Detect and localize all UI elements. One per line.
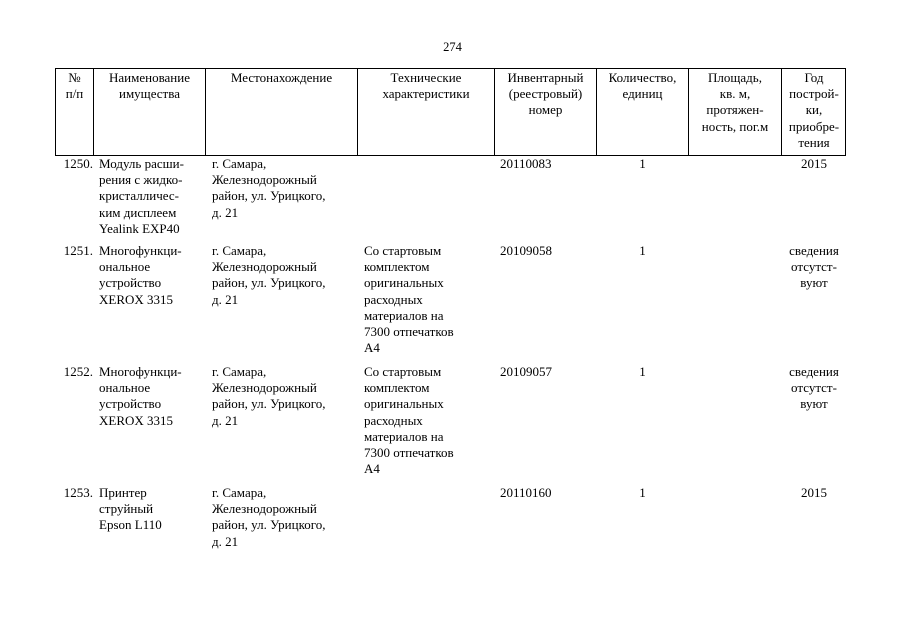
- row-location: г. Самара, Железнодорожный район, ул. Урицкого, д. 21: [212, 485, 326, 549]
- row-quantity: 1: [639, 243, 646, 258]
- header-location: Местонахождение: [230, 70, 333, 85]
- row-year: 2015: [801, 156, 827, 171]
- row-location: г. Самара, Железнодорожный район, ул. Урицкого, д. 21: [212, 364, 326, 428]
- header-year: Год построй- ки, приобре- тения: [788, 70, 840, 150]
- row-quantity: 1: [639, 156, 646, 171]
- row-inventory: 20110083: [500, 156, 552, 171]
- row-inventory: 20110160: [500, 485, 552, 500]
- header-specs: Технические характеристики: [382, 70, 470, 102]
- row-quantity: 1: [639, 364, 646, 379]
- row-specs: Со стартовым комплектом оригинальных расходных материалов на 7300 отпечатков А4: [364, 364, 454, 477]
- row-year: сведения отсутст- вуют: [789, 243, 839, 291]
- row-year: 2015: [801, 485, 827, 500]
- page-number: 274: [443, 40, 462, 54]
- row-specs: Со стартовым комплектом оригинальных расходных материалов на 7300 отпечатков А4: [364, 243, 454, 356]
- row-name: Многофункци- ональное устройство XEROX 3315: [99, 364, 182, 428]
- header-inventory: Инвентарный (реестровый) номер: [507, 70, 584, 118]
- row-year: сведения отсутст- вуют: [789, 364, 839, 412]
- row-number: 1251.: [63, 243, 93, 258]
- row-name: Модуль расши- рения с жидко- кристалличес- ким дисплеем Yealink EXP40: [99, 156, 184, 236]
- header-num: № п/п: [65, 70, 84, 102]
- header-area: Площадь, кв. м, протяжен- ность, пог.м: [701, 70, 769, 134]
- header-quantity: Количество, единиц: [608, 70, 677, 102]
- header-name: Наименование имущества: [109, 70, 190, 102]
- row-name: Многофункци- ональное устройство XEROX 3315: [99, 243, 182, 307]
- row-location: г. Самара, Железнодорожный район, ул. Урицкого, д. 21: [212, 156, 326, 220]
- row-location: г. Самара, Железнодорожный район, ул. Урицкого, д. 21: [212, 243, 326, 307]
- row-number: 1250.: [63, 156, 93, 171]
- row-inventory: 20109057: [500, 364, 552, 379]
- row-number: 1253.: [63, 485, 93, 500]
- row-name: Принтер струйный Epson L110: [99, 485, 162, 533]
- row-number: 1252.: [63, 364, 93, 379]
- row-inventory: 20109058: [500, 243, 552, 258]
- row-quantity: 1: [639, 485, 646, 500]
